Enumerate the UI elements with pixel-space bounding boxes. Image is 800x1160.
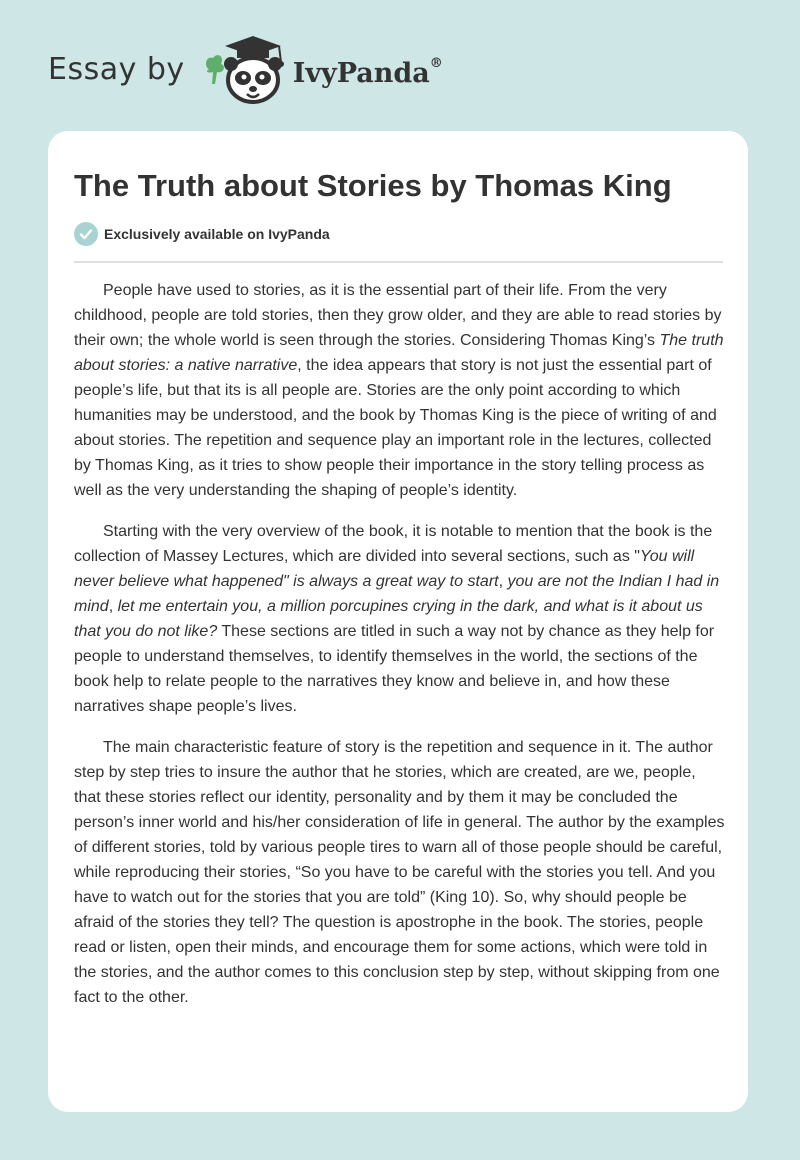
text-run: These sections are titled in such a way not by chance as they help for people to understand themselves, to identify themselves in the world, the sections of the book help to relate people to the narratives they know and believe in, and how these narratives shape people’s lives. [74,623,715,715]
essay-card [48,131,748,1112]
panda-graduate-icon[interactable] [201,34,291,108]
brand-text: IvyPanda [292,57,430,89]
paragraph [74,735,726,1010]
paragraph [74,519,726,719]
brand-name[interactable] [292,55,443,89]
paragraph [74,278,726,503]
italic-text: You will never believe what happened" is always a great way to start [74,548,695,590]
italic-text: The truth about stories: a native narrative [74,332,724,374]
text-run: , [498,573,508,590]
italic-text: let me entertain you, a million porcupines crying in the dark, and what is it about us that you do not like? [74,598,703,640]
italic-text: you are not the Indian I had in mind [74,573,720,615]
checkmark-icon [74,222,98,246]
text-run: People have used to stories, as it is the essential part of their life. From the very childhood, people are told stories, then they grow older, and they are able to read stories by their own; the whole world is seen through the stories. Considering Thomas King’s [74,282,722,349]
site-header [48,34,443,108]
text-run: , the idea appears that story is not just the essential part of people’s life, but that its is all people are. Stories are the only point according to which humanities may be understood, and the book by Thomas King is the piece of writing of and about stories. The repetition and sequence play an important role in the lectures, collected by Thomas King, as it tries to show people their importance in the story telling process as well as the very understanding the shaping of people’s identity. [74,357,717,499]
essay-body [74,278,726,1026]
page-title: The Truth about Stories by Thomas King [74,168,672,203]
registered-mark: ® [429,55,443,71]
exclusive-label: Exclusively available on IvyPanda [104,226,330,242]
text-run: The main characteristic feature of story is the repetition and sequence in it. The author step by step tries to insure the author that he stories, which are created, are we, people, that these stories reflect our identity, personality and by them it may be concluded the person’s inner world and his/her consideration of life in general. The author by the examples of different stories, told by various people tires to warn all of those people should be careful, while reproducing their stories, “So you have to be careful with the stories you tell. And you have to watch out for the stories that you are told” (King 10). So, why should people be afraid of the stories they tell? The question is apostrophe in the book. The stories, people read or listen, open their minds, and encourage them for some actions, which were told in the stories, and the author comes to this conclusion step by step, without skipping from one fact to the other. [74,739,725,1006]
divider [74,261,723,263]
text-run: , [108,598,118,615]
exclusive-badge [74,222,330,246]
text-run: Starting with the very overview of the book, it is notable to mention that the book is the collection of Massey Lectures, which are divided into several sections, such as " [74,523,713,565]
essay-by-label: Essay by [48,51,185,87]
